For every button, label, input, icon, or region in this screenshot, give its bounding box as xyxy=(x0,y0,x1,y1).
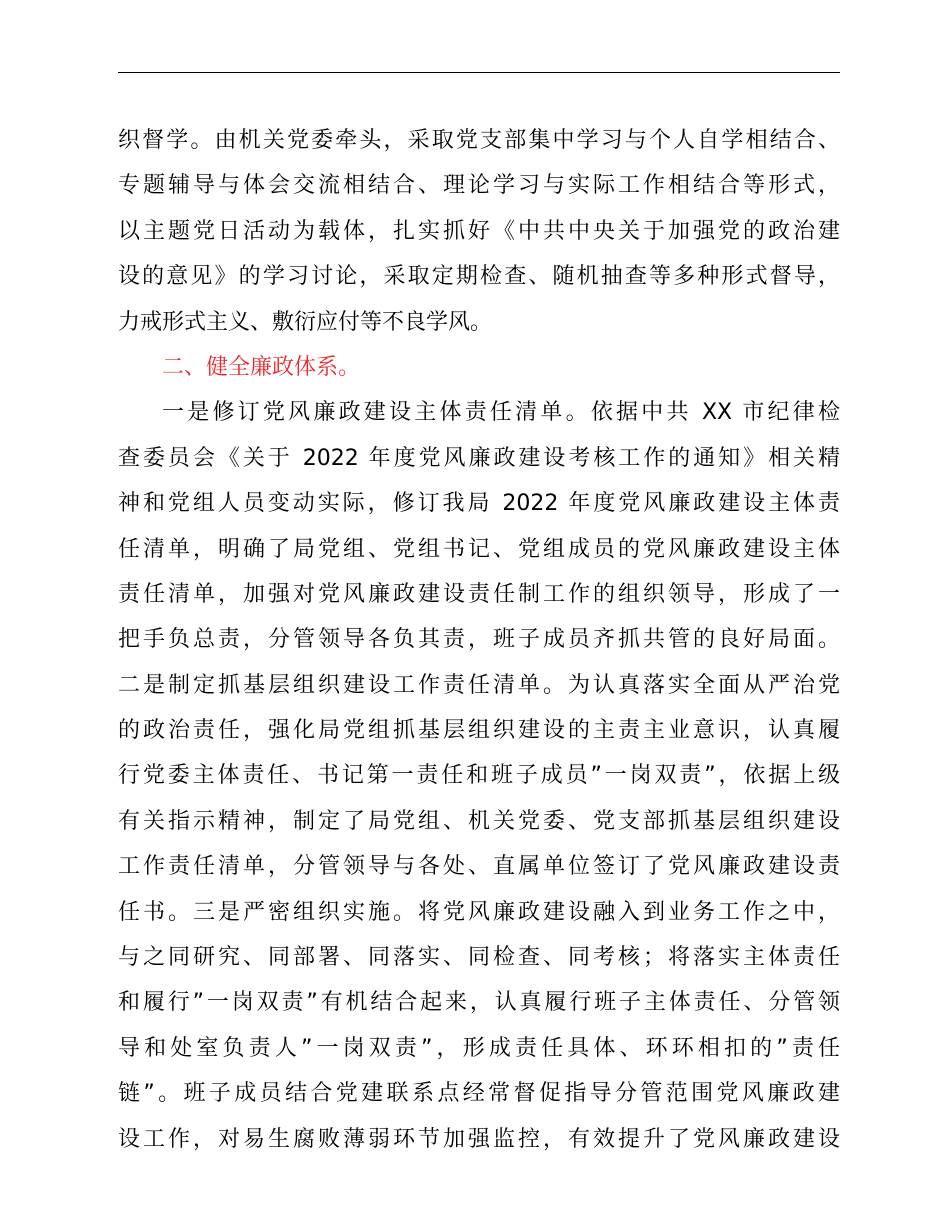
text-line: 设工作，对易生腐败薄弱环节加强监控，有效提升了党风廉政建设 xyxy=(118,1126,840,1152)
text-line: 工作责任清单，分管领导与各处、直属单位签订了党风廉政建设责 xyxy=(118,854,840,880)
text-line: 有关指示精神，制定了局党组、机关党委、党支部抓基层组织建设 xyxy=(118,808,840,834)
text-line: 任书。三是严密组织实施。将党风廉政建设融入到业务工作之中， xyxy=(118,899,840,925)
text-line: 二是制定抓基层组织建设工作责任清单。为认真落实全面从严治党 xyxy=(118,672,840,698)
text-line: 与之同研究、同部署、同落实、同检查、同考核；将落实主体责任 xyxy=(118,945,840,971)
text-line: 神和党组人员变动实际，修订我局 2022 年度党风廉政建设主体责 xyxy=(118,491,840,517)
document-body xyxy=(118,118,840,1162)
text-line: 的政治责任，强化局党组抓基层组织建设的主责主业意识，认真履 xyxy=(118,718,840,744)
text-line: 导和处室负责人”一岗双责”，形成责任具体、环环相扣的”责任 xyxy=(118,1035,840,1061)
section-heading: 二、健全廉政体系。 xyxy=(162,354,361,380)
text-line: 责任清单，加强对党风廉政建设责任制工作的组织领导，形成了一 xyxy=(118,581,840,607)
text-line: 链”。班子成员结合党建联系点经常督促指导分管范围党风廉政建 xyxy=(118,1081,840,1107)
text-line: 和履行”一岗双责”有机结合起来，认真履行班子主体责任、分管领 xyxy=(118,990,840,1016)
text-line: 行党委主体责任、书记第一责任和班子成员”一岗双责”，依据上级 xyxy=(118,763,840,789)
text-line: 查委员会《关于 2022 年度党风廉政建设考核工作的通知》相关精 xyxy=(118,445,840,471)
text-line: 织督学。由机关党委牵头，采取党支部集中学习与个人自学相结合、 xyxy=(118,128,840,153)
text-line: 任清单，明确了局党组、党组书记、党组成员的党风廉政建设主体 xyxy=(118,536,840,562)
text-line: 力戒形式主义、敷衍应付等不良学风。 xyxy=(118,309,493,335)
text-line: 把手负总责，分管领导各负其责，班子成员齐抓共管的良好局面。 xyxy=(118,627,840,653)
text-line: 设的意见》的学习讨论，采取定期检查、随机抽查等多种形式督导， xyxy=(118,264,840,290)
text-line: 专题辅导与体会交流相结合、理论学习与实际工作相结合等形式， xyxy=(118,173,840,199)
text-line: 以主题党日活动为载体，扎实抓好《中共中央关于加强党的政治建 xyxy=(118,218,840,244)
text-line: 一是修订党风廉政建设主体责任清单。依据中共 XX 市纪律检 xyxy=(162,400,840,426)
header-rule xyxy=(118,72,840,73)
